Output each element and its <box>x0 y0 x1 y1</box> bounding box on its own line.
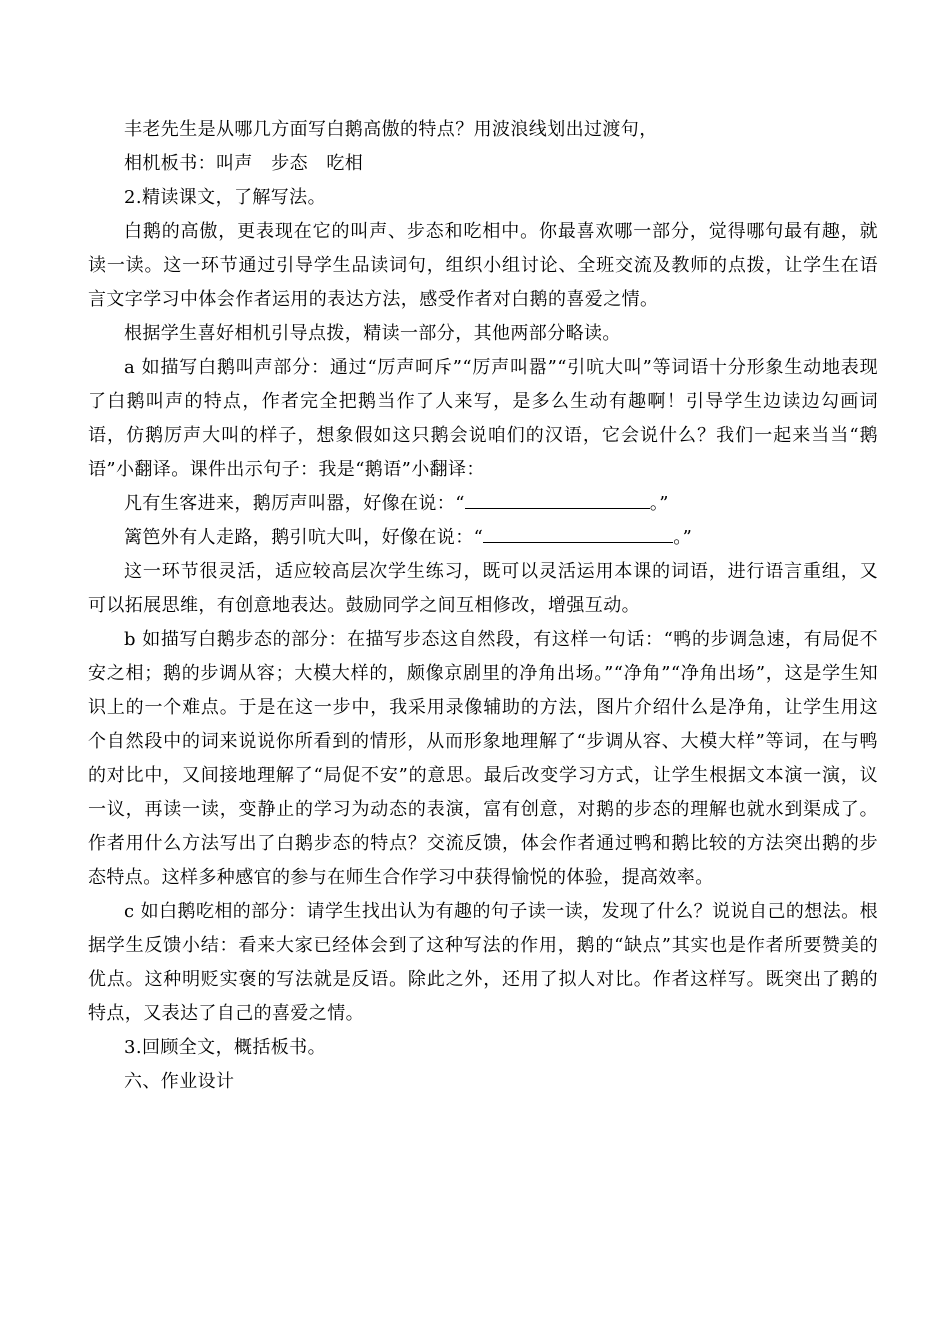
paragraph-c-eating: c 如白鹅吃相的部分：请学生找出认为有趣的句子读一读，发现了什么？说说自己的想法。根据学生反馈小结：看来大家已经体会到了这种写法的作用，鹅的“缺点”其实也是作者所要赞美的优点。这种明贬实褒的写法就是反语。除此之外，还用了拟人对比。作者这样写。既突出了鹅的特点，又表达了自己的喜爱之情。 <box>88 901 878 1024</box>
paragraph-guided-reading: 根据学生喜好相机引导点拨，精读一部分，其他两部分略读。 <box>124 323 621 344</box>
translation-line-1-suffix: 。” <box>649 493 669 514</box>
paragraph-b-gait: b 如描写白鹅步态的部分：在描写步态这自然段，有这样一句话：“鸭的步调急速，有局促不安之相；鹅的步调从容；大模大样的，颇像京剧里的净角出场。”“净角”“净角出场”，这是学生知识上的一个难点。于是在这一步中，我采用录像辅助的方法，图片介绍什么是净角，让学生用这个自然段中的词来说说你所看到的情形，从而形象地理解了“步调从容、大模大样”等词，在与鸭的对比中，又间接地理解了“局促不安”的意思。最后改变学习方式，让学生根据文本演一演，议一议，再读一读，变静止的学习为动态的表演，富有创意，对鹅的步态的理解也就水到渠成了。作者用什么方法写出了白鹅步态的特点？交流反馈，体会作者通过鸭和鹅比较的方法突出鹅的步态特点。这样多种感官的参与在师生合作学习中获得愉悦的体验，提高效率。 <box>88 629 878 888</box>
paragraph-translation-line-1 <box>88 487 878 521</box>
paragraph-step-2-heading: 2.精读课文，了解写法。 <box>124 187 326 208</box>
fill-in-blank-2 <box>483 524 673 543</box>
paragraph-step-3-heading: 3.回顾全文，概括板书。 <box>124 1037 326 1058</box>
paragraph-goose-pride: 白鹅的高傲，更表现在它的叫声、步态和吃相中。你最喜欢哪一部分，觉得哪句最有趣，就读一读。这一环节通过引导学生品读词句，组织小组讨论、全班交流及教师的点拨，让学生在语言文字学习中体会作者运用的表达方法，感受作者对白鹅的喜爱之情。 <box>88 221 878 310</box>
paragraph-translation-line-2 <box>88 521 878 555</box>
paragraph-flexible-practice: 这一环节很灵活，适应较高层次学生练习，既可以灵活运用本课的词语，进行语言重组，又可以拓展思维，有创意地表达。鼓励同学之间互相修改，增强互动。 <box>88 561 878 616</box>
paragraph-board-notes: 相机板书：叫声 步态 吃相 <box>124 153 364 174</box>
paragraph-section-6-heading: 六、作业设计 <box>124 1071 235 1092</box>
translation-line-1-prefix: 凡有生客进来，鹅厉声叫嚣，好像在说：“ <box>124 493 465 514</box>
paragraph-question: 丰老先生是从哪几方面写白鹅高傲的特点？用波浪线划出过渡句， <box>124 119 658 140</box>
fill-in-blank-1 <box>465 490 650 509</box>
paragraph-a-cry: a 如描写白鹅叫声部分：通过“厉声呵斥”“厉声叫嚣”“引吭大叫”等词语十分形象生动地表现了白鹅叫声的特点，作者完全把鹅当作了人来写，是多么生动有趣啊！引导学生边读边勾画词语，仿鹅厉声大叫的样子，想象假如这只鹅会说咱们的汉语，它会说什么？我们一起来当当“鹅语”小翻译。课件出示句子：我是“鹅语”小翻译： <box>88 357 878 480</box>
translation-line-2-prefix: 篱笆外有人走路，鹅引吭大叫，好像在说：“ <box>124 527 484 548</box>
document-body <box>88 113 878 1099</box>
translation-line-2-suffix: 。” <box>673 527 693 548</box>
